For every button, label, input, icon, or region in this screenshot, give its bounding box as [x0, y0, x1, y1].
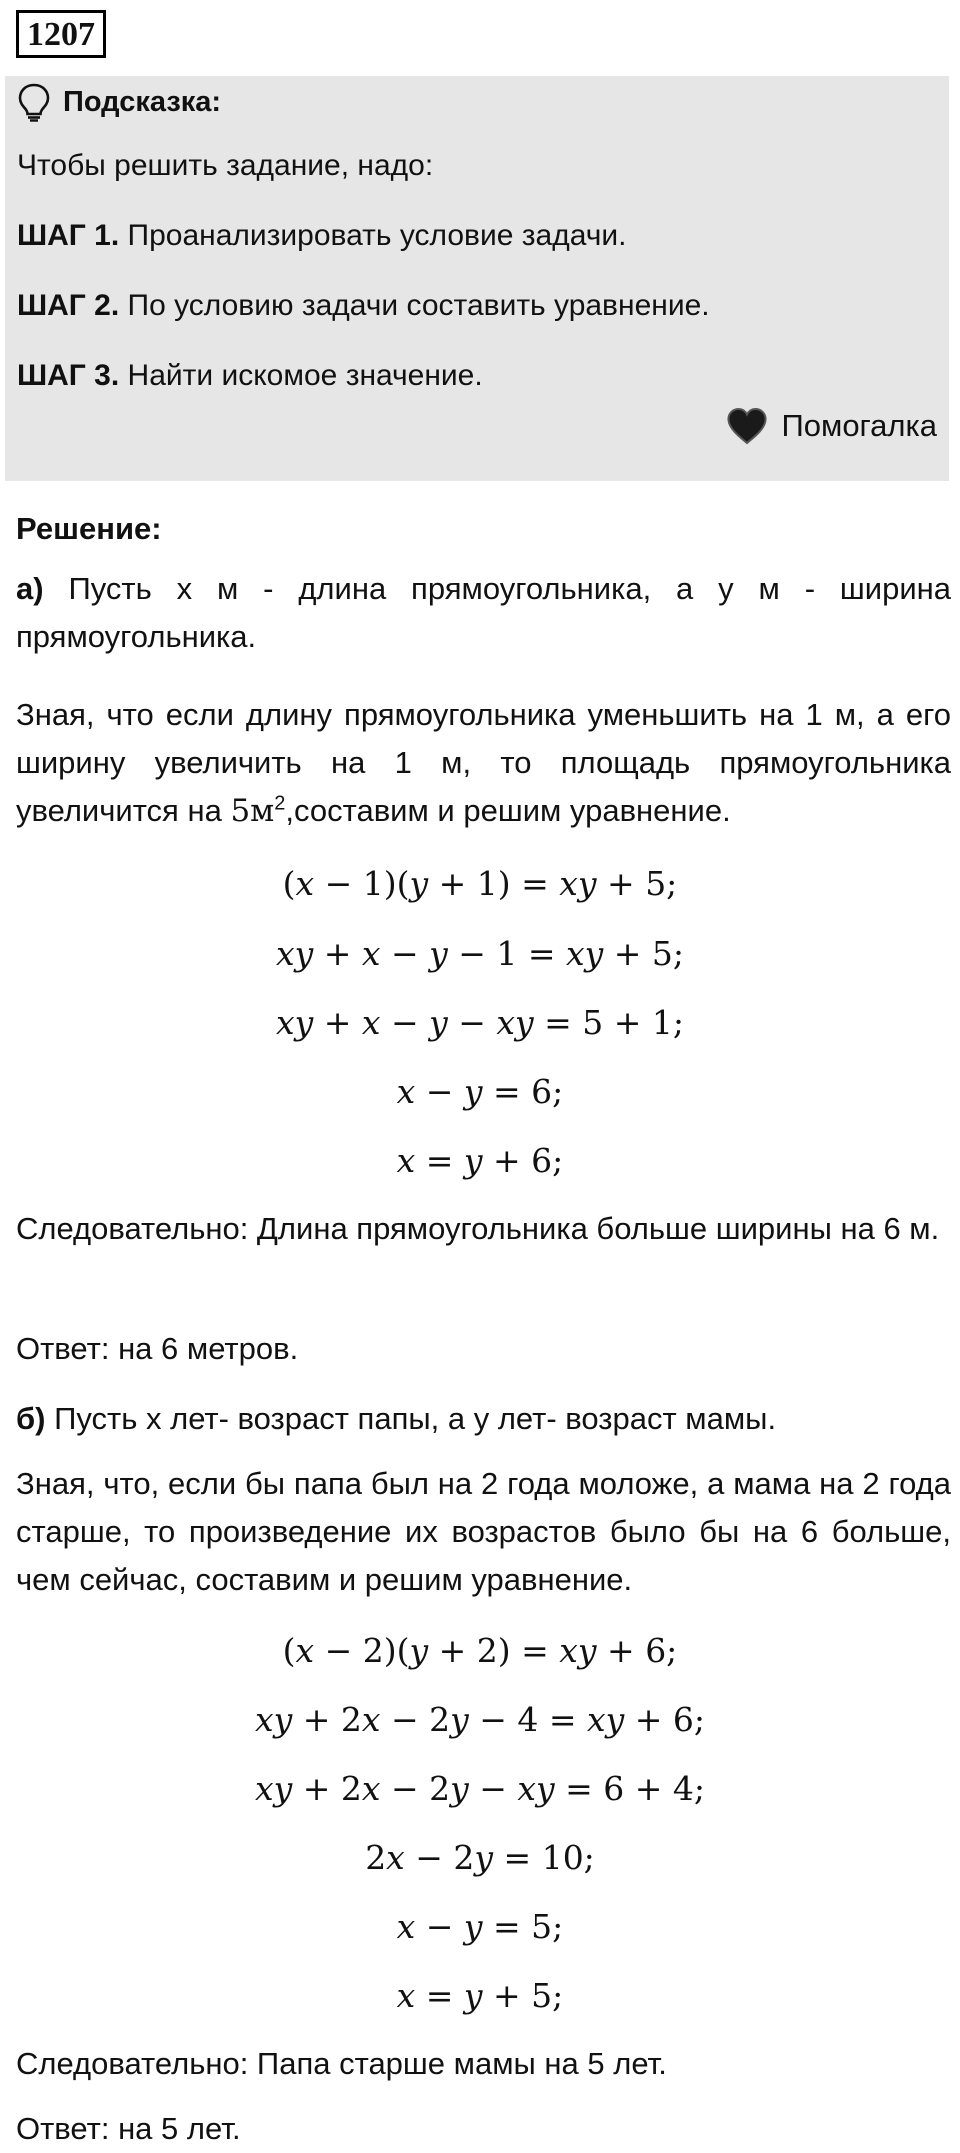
hint-step-1	[17, 216, 626, 256]
part-b-conclusion: Следовательно: Папа старше мамы на 5 лет.	[16, 2046, 667, 2081]
helper-link[interactable]	[725, 406, 937, 446]
solution-heading: Решение:	[16, 511, 162, 546]
hint-step-3	[17, 356, 483, 396]
part-b-intro	[16, 1395, 951, 1443]
equation: 𝑥𝑦 + 𝑥 − 𝑦 − 𝑥𝑦 = 5 + 1;	[275, 1003, 685, 1042]
equation: (𝑥 − 2)(𝑦 + 2) = 𝑥𝑦 + 6;	[282, 1631, 678, 1670]
equation: 𝑥 − 𝑦 = 6;	[396, 1072, 564, 1111]
part-b-intro-text: Пусть х лет- возраст папы, а у лет- возраст мамы.	[45, 1401, 777, 1436]
lightbulb-icon	[17, 82, 51, 122]
area-exponent: 2	[274, 792, 286, 815]
part-b-marker: б)	[16, 1401, 46, 1436]
hint-intro: Чтобы решить задание, надо:	[17, 149, 434, 182]
part-a-conclusion: Следовательно: Длина прямоугольника больше ширины на 6 м.	[16, 1211, 940, 1246]
part-a-condition	[16, 691, 951, 835]
equation: (𝑥 − 1)(𝑦 + 1) = 𝑥𝑦 + 5;	[282, 864, 678, 903]
equation: 𝑥 = 𝑦 + 5;	[396, 1976, 564, 2015]
part-a-marker: а)	[16, 571, 44, 606]
equation: 𝑥𝑦 + 2𝑥 − 2𝑦 − 𝑥𝑦 = 6 + 4;	[254, 1769, 705, 1808]
condition-text: Зная, что если длину прямоугольника уменьшить на 1 м, а его ширину увеличить на 1 м, то площадь прямоугольника увеличится на	[16, 697, 951, 828]
area-unit: 5м	[230, 793, 275, 829]
step-text: По условию задачи составить уравнение.	[119, 289, 710, 322]
step-text: Проанализировать условие задачи.	[119, 219, 627, 252]
equation: 𝑥 − 𝑦 = 5;	[396, 1907, 564, 1946]
equation: 𝑥𝑦 + 𝑥 − 𝑦 − 1 = 𝑥𝑦 + 5;	[275, 934, 685, 973]
hint-header	[17, 82, 221, 122]
condition-text-end: ,составим и решим уравнение.	[285, 793, 731, 828]
hint-title: Подсказка:	[63, 86, 222, 118]
part-a-intro-text: Пусть х м - длина прямоугольника, а у м - ширина прямоугольника.	[16, 571, 951, 654]
part-a-answer: Ответ: на 6 метров.	[16, 1331, 299, 1366]
step-label: ШАГ 3.	[17, 359, 120, 392]
equation: 𝑥 = 𝑦 + 6;	[396, 1141, 564, 1180]
heart-icon	[725, 406, 769, 446]
helper-label: Помогалка	[781, 408, 937, 443]
part-b-condition: Зная, что, если бы папа был на 2 года моложе, а мама на 2 года старше, то произведение их возрастов было бы на 6 больше, чем сейчас, составим и решим уравнение.	[16, 1466, 951, 1597]
equation: 2𝑥 − 2𝑦 = 10;	[365, 1838, 595, 1877]
step-label: ШАГ 2.	[17, 289, 120, 322]
hint-step-2	[17, 286, 710, 326]
part-b-answer: Ответ: на 5 лет.	[16, 2111, 241, 2146]
step-text: Найти искомое значение.	[119, 359, 483, 392]
part-a-intro	[16, 565, 951, 661]
equation: 𝑥𝑦 + 2𝑥 − 2𝑦 − 4 = 𝑥𝑦 + 6;	[254, 1700, 705, 1739]
task-number: 1207	[16, 10, 106, 58]
hint-box	[5, 76, 949, 481]
step-label: ШАГ 1.	[17, 219, 120, 252]
